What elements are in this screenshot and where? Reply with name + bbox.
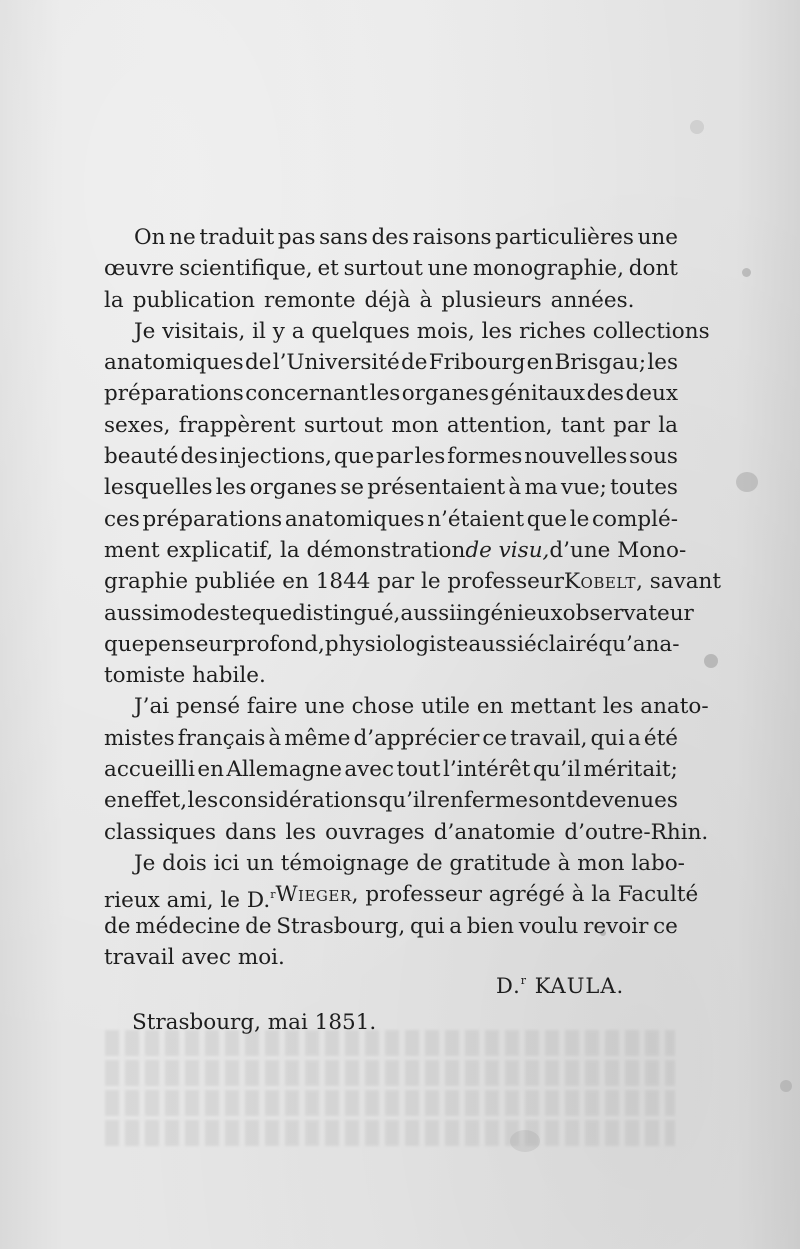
word: des	[180, 444, 218, 470]
word: années.	[550, 287, 635, 313]
text-line	[104, 222, 678, 253]
show-through-text	[105, 1030, 675, 1140]
word: aussi	[104, 600, 160, 626]
word: qu’il	[378, 788, 427, 814]
word: publication	[132, 287, 255, 313]
word: dont	[628, 256, 678, 282]
text-line	[104, 378, 678, 409]
word: d’apprécier	[353, 725, 480, 751]
word: préparations	[104, 381, 244, 407]
word: des	[586, 381, 625, 407]
text-line: travail avec moi.	[104, 944, 285, 970]
paper-stain	[742, 268, 751, 277]
paper-stain	[704, 654, 718, 668]
word: ne	[169, 225, 196, 250]
word: Strasbourg,	[276, 913, 406, 939]
word: sont	[528, 788, 575, 814]
word: de	[400, 350, 428, 376]
word: les	[369, 381, 401, 407]
word: des	[371, 225, 410, 250]
word: et	[317, 256, 339, 282]
word: méritait;	[583, 757, 678, 783]
word: de	[104, 913, 131, 939]
word: que	[526, 506, 568, 532]
author-name-kobelt: Kobelt	[563, 569, 637, 595]
paper-stain	[510, 1130, 540, 1152]
word: traduit	[199, 225, 275, 250]
word: par	[613, 412, 651, 438]
text-line	[104, 754, 678, 785]
text-line: rieux ami, le D.r Wieger, professeur agrégé à la Faculté	[104, 879, 678, 910]
word: la	[104, 287, 124, 313]
word: anatomiques	[284, 506, 425, 532]
text-line	[104, 441, 678, 472]
word: ces	[104, 506, 140, 532]
word: modeste	[159, 600, 252, 626]
text-line	[104, 253, 678, 284]
word: sexes,	[104, 412, 171, 438]
word: n’étaient	[427, 506, 525, 532]
word: les	[285, 819, 317, 845]
word: qui	[590, 725, 625, 751]
word: préparations	[142, 506, 283, 532]
word: distingué,	[292, 600, 401, 626]
word: toutes	[610, 475, 678, 501]
word: d’outre-Rhin.	[564, 819, 709, 845]
word: en	[197, 757, 224, 783]
word: d’anatomie	[433, 819, 556, 845]
word: mon	[391, 412, 439, 438]
place-and-date: Strasbourg, mai 1851.	[132, 1010, 377, 1035]
word: par	[375, 444, 413, 470]
word: qu’il	[532, 757, 582, 783]
word: une	[637, 225, 678, 250]
word: avec	[344, 757, 395, 783]
word: organes	[401, 381, 490, 407]
word: beauté	[104, 444, 179, 470]
word: ingénieux	[456, 600, 563, 626]
paper-stain	[780, 1080, 792, 1092]
word: renferme	[427, 788, 528, 814]
word: a	[628, 725, 641, 751]
word: bien	[466, 913, 514, 939]
word: Allemagne	[226, 757, 342, 783]
text-line	[104, 911, 678, 942]
word: nouvelles	[524, 444, 628, 470]
word: considérations	[218, 788, 379, 814]
word: à	[419, 287, 433, 313]
text-line	[104, 410, 678, 441]
word: qu’ana-	[598, 631, 680, 657]
word: les	[215, 475, 247, 501]
text-line	[104, 723, 678, 754]
word: attention,	[446, 412, 553, 438]
word: devenues	[575, 788, 678, 814]
word: médecine	[135, 913, 241, 939]
word: remonte	[264, 287, 356, 313]
word: dans	[225, 819, 277, 845]
text-line	[104, 285, 678, 316]
text-line: J’ai pensé faire une chose utile en mettant les anato-	[134, 694, 709, 720]
word: que	[251, 600, 293, 626]
word: profond,	[232, 631, 325, 657]
word: accueilli	[104, 757, 195, 783]
word: la	[658, 412, 678, 438]
word: surtout	[303, 412, 384, 438]
italic-phrase: de visu,	[465, 537, 550, 563]
word: à	[508, 475, 522, 501]
word: surtout	[343, 256, 423, 282]
word: les	[414, 444, 446, 470]
word: anatomiques	[104, 350, 244, 376]
word: revoir	[583, 913, 649, 939]
word: se	[340, 475, 365, 501]
word: effet,	[130, 788, 188, 814]
word: de	[244, 350, 272, 376]
word: été	[643, 725, 678, 751]
word: organes	[249, 475, 338, 501]
word: aussi	[468, 631, 524, 657]
word: ouvrages	[325, 819, 425, 845]
word: que	[333, 444, 375, 470]
text-line: Je dois ici un témoignage de gratitude à mon labo-	[134, 850, 685, 876]
word: Brisgau;	[554, 350, 647, 376]
word: On	[134, 225, 166, 250]
word: monographie,	[472, 256, 624, 282]
word: pas	[277, 225, 316, 250]
word: deux	[625, 381, 678, 407]
word: classiques	[104, 819, 217, 845]
text-line	[104, 629, 678, 660]
word: scientifique,	[179, 256, 313, 282]
word: en	[104, 788, 131, 814]
word: physiologiste	[324, 631, 469, 657]
word: ma	[524, 475, 558, 501]
text-line	[104, 347, 678, 378]
word: les	[187, 788, 219, 814]
word: lesquelles	[104, 475, 213, 501]
word: les	[647, 350, 678, 376]
word: penseur	[144, 631, 233, 657]
word: concernant	[245, 381, 369, 407]
signature: D.$^r$ KAULA.	[496, 974, 625, 998]
colleague-name-wieger: Wieger	[275, 882, 352, 908]
word: Fribourg	[428, 350, 526, 376]
word: ce	[653, 913, 678, 939]
word: aussi	[400, 600, 456, 626]
word: particulières	[495, 225, 634, 250]
word: frappèrent	[178, 412, 296, 438]
word: travail,	[510, 725, 588, 751]
word: déjà	[364, 287, 411, 313]
word: complé-	[591, 506, 678, 532]
word: formes	[447, 444, 523, 470]
text-line	[104, 472, 678, 503]
word: à	[268, 725, 282, 751]
text-line: ment explicatif, la démonstration de visu, d’une Mono-	[104, 537, 687, 563]
text-line	[104, 504, 678, 535]
word: l’Université	[272, 350, 400, 376]
text-line: Je visitais, il y a quelques mois, les riches collections	[134, 318, 710, 344]
text-line: tomiste habile.	[104, 663, 266, 689]
text-line	[104, 598, 694, 629]
word: observateur	[562, 600, 694, 626]
word: l’intérêt	[442, 757, 531, 783]
preface-text	[104, 222, 722, 973]
word: que	[104, 631, 145, 657]
text-line: graphie publiée en 1844 par le professeur Kobelt, savant	[104, 566, 678, 597]
word: le	[569, 506, 590, 532]
text-line	[104, 817, 709, 848]
word: raisons	[412, 225, 492, 250]
word: une	[427, 256, 469, 282]
word: sans	[319, 225, 368, 250]
word: injections,	[219, 444, 333, 470]
word: qui	[409, 913, 445, 939]
paper-stain	[690, 120, 704, 134]
word: même	[284, 725, 351, 751]
word: présentaient	[367, 475, 506, 501]
word: œuvre	[104, 256, 175, 282]
word: a	[449, 913, 463, 939]
word: plusieurs	[441, 287, 542, 313]
word: français	[177, 725, 266, 751]
word: en	[526, 350, 554, 376]
word: de	[245, 913, 272, 939]
word: tout	[396, 757, 441, 783]
word: voulu	[518, 913, 579, 939]
word: vue;	[560, 475, 607, 501]
text-line	[104, 785, 678, 816]
word: sous	[629, 444, 678, 470]
word: tant	[560, 412, 605, 438]
word: ce	[482, 725, 508, 751]
word: génitaux	[490, 381, 586, 407]
paper-stain	[736, 472, 758, 492]
word: mistes	[104, 725, 175, 751]
word: éclairé	[523, 631, 599, 657]
